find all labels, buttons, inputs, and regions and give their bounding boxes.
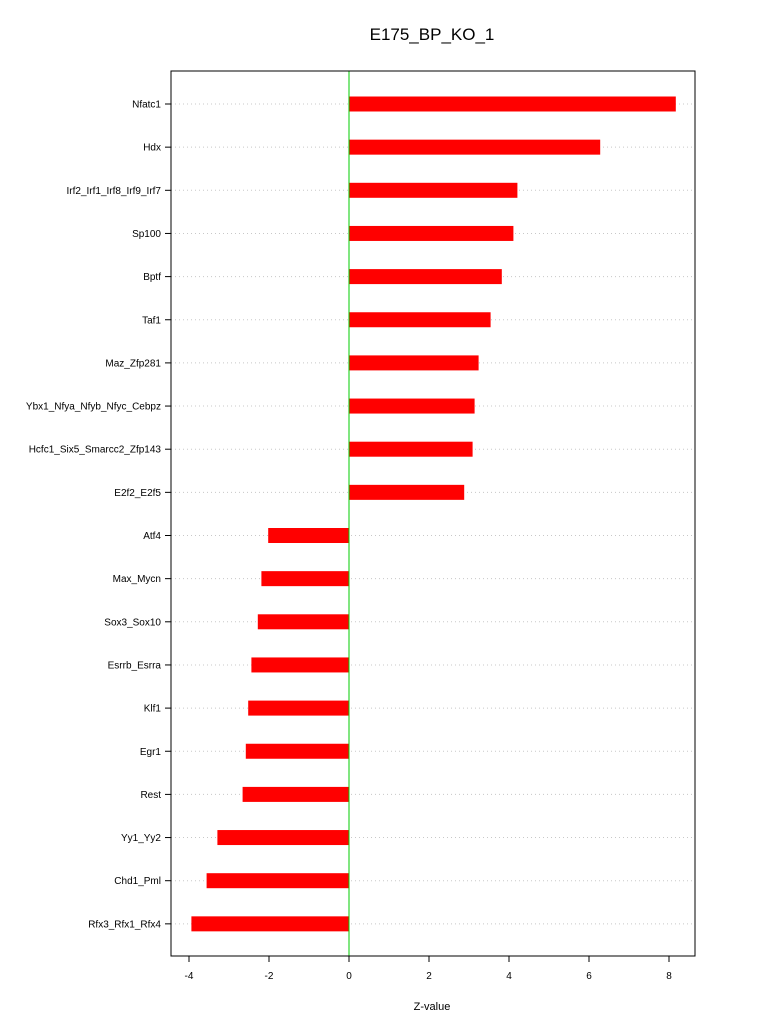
category-label: Maz_Zfp281 [105,358,161,370]
category-label: Ybx1_Nfya_Nfyb_Nfyc_Cebpz [25,401,161,413]
bar [349,355,479,370]
bar [349,140,600,155]
bar [349,226,513,241]
x-tick-label: -4 [184,971,194,982]
category-label: Irf2_Irf1_Irf8_Irf9_Irf7 [66,185,161,197]
x-tick-label: 0 [346,971,352,982]
category-label: Egr1 [139,746,161,758]
plot-frame [171,71,695,956]
bar [217,830,349,845]
bar [268,528,349,543]
x-axis [185,956,673,982]
bar [349,399,475,414]
category-label: Nfatc1 [132,99,161,111]
category-label: Klf1 [143,703,161,715]
bar [349,442,473,457]
category-label: Hdx [143,142,161,154]
bar [248,701,349,716]
x-tick-label: 8 [666,971,672,982]
chart-title: E175_BP_KO_1 [369,25,495,44]
category-label: Rest [140,789,161,801]
bar [349,97,676,112]
bar [246,744,349,759]
category-label: Esrrb_Esrra [107,660,161,672]
bar [349,183,517,198]
bar [191,916,349,931]
category-label: Rfx3_Rfx1_Rfx4 [88,919,161,931]
x-tick-label: 6 [586,971,592,982]
category-labels [26,100,171,931]
bar [349,312,491,327]
category-label: Bptf [143,272,161,284]
bar [251,657,349,672]
category-label: Yy1_Yy2 [120,833,161,845]
category-label: Hcfc1_Six5_Smarcc2_Zfp143 [28,444,161,456]
category-label: Atf4 [143,531,161,542]
bar [261,571,349,586]
bar [243,787,349,802]
category-label: Chd1_Pml [114,876,161,888]
category-label: E2f2_E2f5 [114,487,161,499]
category-label: Taf1 [142,315,161,327]
x-axis-title: Z-value [413,1001,451,1013]
x-tick-label: 2 [426,971,432,982]
bar [349,269,502,284]
bar [207,873,349,888]
category-label: Sox3_Sox10 [104,617,161,629]
category-label: Max_Mycn [112,574,161,586]
bar [349,485,464,500]
x-tick-label: -2 [264,971,274,982]
x-tick-label: 4 [506,971,512,982]
bars [191,97,675,932]
category-label: Sp100 [132,228,161,240]
bar [258,614,349,629]
